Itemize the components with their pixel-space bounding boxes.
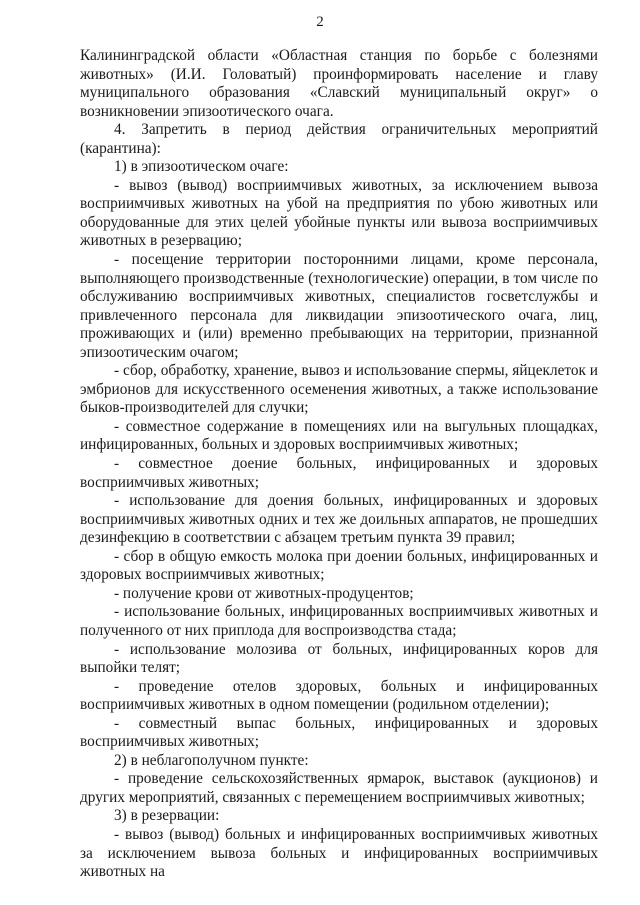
list-item: - использование для доения больных, инфицированных и здоровых восприимчивых животных одних и тех же доильных аппаратов, не прошедших дезинфекцию в соответствии с абзацем третьим пункта 39 правил; bbox=[80, 492, 598, 547]
paragraph-item-4: 4. Запретить в период действия ограничительных мероприятий (карантина): bbox=[80, 121, 598, 157]
list-item: - использование больных, инфицированных восприимчивых животных и полученного от них приплода для воспроизводства стада; bbox=[80, 603, 598, 639]
list-item: - сбор, обработку, хранение, вывоз и использование спермы, яйцеклеток и эмбрионов для искусственного осеменения животных, а также использование быков-производителей для случки; bbox=[80, 362, 598, 417]
list-item: - вывоз (вывод) восприимчивых животных, за исключением вывоза восприимчивых животных на убой на предприятия по убою животных или оборудованные для этих целей убойные пункты или вывоза восприимчивых животных в резервацию; bbox=[80, 176, 598, 250]
list-item: - сбор в общую емкость молока при доении больных, инфицированных и здоровых восприимчивых животных; bbox=[80, 547, 598, 584]
list-item: - использование молозива от больных, инфицированных коров для выпойки телят; bbox=[80, 640, 598, 677]
list-item: - получение крови от животных-продуцентов; bbox=[114, 584, 414, 602]
document-body bbox=[80, 47, 598, 882]
list-item: - проведение отелов здоровых, больных и инфицированных восприимчивых животных в одном помещении (родильном отделении); bbox=[80, 677, 598, 714]
list-item: - проведение сельскохозяйственных ярмарок, выставок (аукционов) и других мероприятий, связанных с перемещением восприимчивых животных; bbox=[80, 770, 598, 806]
paragraph-subitem-3: 3) в резервации: bbox=[114, 807, 220, 825]
paragraph-continuation: Калининградской области «Областная станция по борьбе с болезнями животных» (И.И. Головатый) проинформировать население и главу муниципального образования «Славский муниципальный округ» о возникновении эпизоотического очага. bbox=[80, 47, 598, 120]
list-item: - совместный выпас больных, инфицированных и здоровых восприимчивых животных; bbox=[80, 714, 598, 751]
list-item: - совместное содержание в помещениях или на выгульных площадках, инфицированных, больных и здоровых восприимчивых животных; bbox=[80, 417, 598, 454]
list-item: - совместное доение больных, инфицированных и здоровых восприимчивых животных; bbox=[80, 455, 598, 491]
paragraph-subitem-2: 2) в неблагополучном пункте: bbox=[114, 751, 309, 769]
list-item: - посещение территории посторонними лицами, кроме персонала, выполняющего производственные (технологические) операции, в том числе по обслуживанию восприимчивых животных, специалистов госветслужбы и привлеченного персонала для ликвидации эпизоотического очага, лиц, проживающих и (или) временно пребывающих на территории, признанной эпизоотическим очагом; bbox=[80, 251, 598, 361]
paragraph-subitem-1: 1) в эпизоотическом очаге: bbox=[114, 158, 289, 176]
page-number: 2 bbox=[316, 14, 324, 30]
list-item: - вывоз (вывод) больных и инфицированных восприимчивых животных за исключением вывоза больных и инфицированных восприимчивых животных на bbox=[80, 825, 598, 881]
